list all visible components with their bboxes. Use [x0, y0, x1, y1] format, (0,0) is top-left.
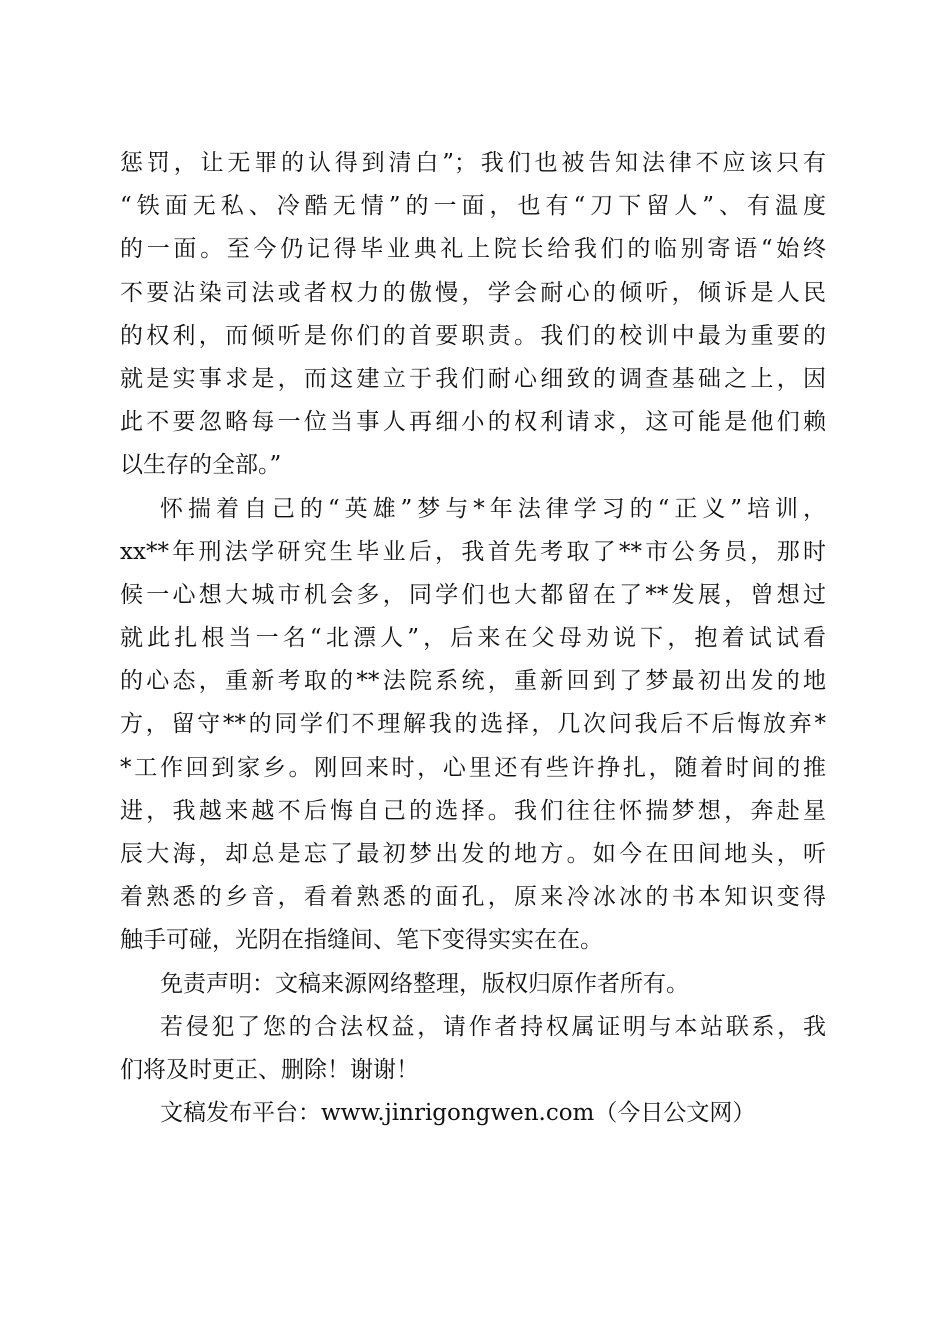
text-line: 的权利，而倾听是你们的首要职责。我们的校训中最为重要的 [120, 322, 826, 349]
text-line: 的一面。至今仍记得毕业典礼上院长给我们的临别寄语“始终 [120, 236, 826, 263]
text-line: 怀揣着自己的“英雄”梦与*年法律学习的“正义”培训， [160, 495, 826, 522]
document-body [120, 142, 826, 1135]
platform-text: 文稿发布平台：www.jinrigongwen.com（今日公文网） [160, 1100, 756, 1127]
paragraph-career [120, 488, 826, 963]
text-line: 进，我越来越不后悔自己的选择。我们往往怀揣梦想，奔赴星 [120, 797, 826, 824]
disclaimer-text: 免责声明：文稿来源网络整理，版权归原作者所有。 [160, 970, 689, 997]
text-line: 的心态，重新考取的**法院系统，重新回到了梦最初出发的地 [120, 668, 826, 695]
text-line: 此不要忽略每一位当事人再细小的权利请求，这可能是他们赖 [120, 409, 826, 436]
text-line: 惩罚，让无罪的认得到清白”；我们也被告知法律不应该只有 [120, 150, 826, 176]
text-line: 若侵犯了您的合法权益，请作者持权属证明与本站联系，我 [160, 1013, 826, 1040]
text-line: “铁面无私、冷酷无情”的一面，也有“刀下留人”、有温度 [120, 193, 826, 220]
text-line: 们将及时更正、删除！谢谢！ [120, 1056, 419, 1083]
text-line: 触手可碰，光阴在指缝间、笔下变得实实在在。 [120, 927, 603, 954]
text-line: 就是实事求是，而这建立于我们耐心细致的调查基础之上，因 [120, 365, 826, 392]
infringement-paragraph [120, 1006, 826, 1092]
text-line: xx**年刑法学研究生毕业后，我首先考取了**市公务员，那时 [120, 538, 826, 565]
text-line: 方，留守**的同学们不理解我的选择，几次问我后不后悔放弃* [120, 711, 826, 738]
text-line: 辰大海，却总是忘了最初梦出发的地方。如今在田间地头，听 [120, 841, 826, 867]
platform-paragraph [120, 1092, 826, 1135]
text-line: 以生存的全部。” [120, 452, 282, 479]
disclaimer-paragraph [120, 963, 826, 1006]
text-line: 就此扎根当一名“北漂人”，后来在父母劝说下，抱着试试看 [120, 625, 826, 652]
text-line: 着熟悉的乡音，看着熟悉的面孔，原来冷冰冰的书本知识变得 [120, 884, 826, 911]
text-line: 候一心想大城市机会多，同学们也大都留在了**发展，曾想过 [120, 581, 826, 608]
text-line: 不要沾染司法或者权力的傲慢，学会耐心的倾听，倾诉是人民 [120, 279, 826, 306]
text-line: *工作回到家乡。刚回来时，心里还有些许挣扎，随着时间的推 [120, 754, 826, 781]
paragraph-continued [120, 142, 826, 488]
